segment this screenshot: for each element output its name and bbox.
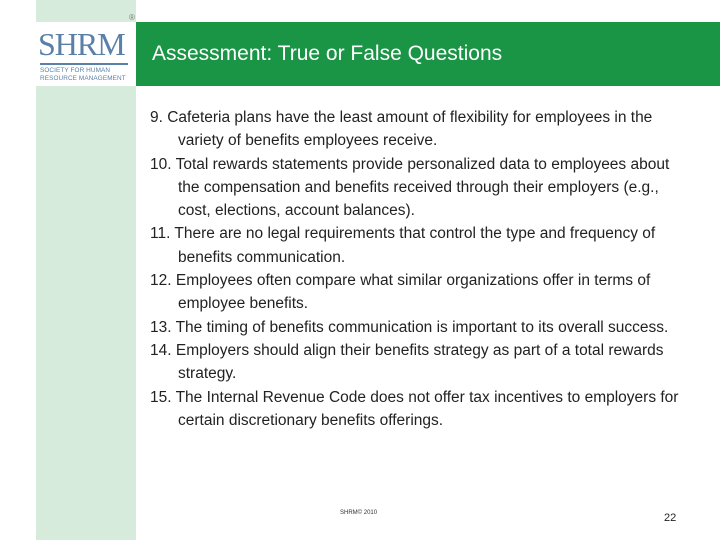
logo-divider (40, 63, 128, 65)
footer-copyright: SHRM© 2010 (340, 510, 378, 516)
logo-frame (38, 25, 130, 83)
logo-subtitle: SOCIETY FOR HUMAN RESOURCE MANAGEMENT (40, 67, 126, 82)
question-item: 15. The Internal Revenue Code does not offer tax incentives to employers for certain discretionary benefits offerings. (150, 388, 679, 429)
page-number: 22 (664, 512, 677, 524)
slide-title: Assessment: True or False Questions (152, 42, 503, 65)
question-item: 14. Employers should align their benefits strategy as part of a total rewards strategy. (150, 341, 664, 383)
question-item: 11. There are no legal requirements that control the type and frequency of benefits communication. (150, 225, 656, 266)
question-item: 12. Employees often compare what similar organizations offer in terms of employee benefits. (150, 272, 651, 313)
question-list (150, 106, 690, 432)
question-item: 13. The timing of benefits communication is important to its overall success. (150, 318, 669, 336)
question-item: 9. Cafeteria plans have the least amount of flexibility for employees in the variety of benefits employees receive. (150, 109, 653, 150)
registered-mark: ® (129, 13, 135, 22)
question-item: 10. Total rewards statements provide personalized data to employees about the compensation and benefits received through their employers (e.g., cost, elections, account balances). (150, 155, 670, 220)
logo-wordmark: SHRM (38, 26, 125, 62)
shrm-logo (36, 22, 136, 86)
